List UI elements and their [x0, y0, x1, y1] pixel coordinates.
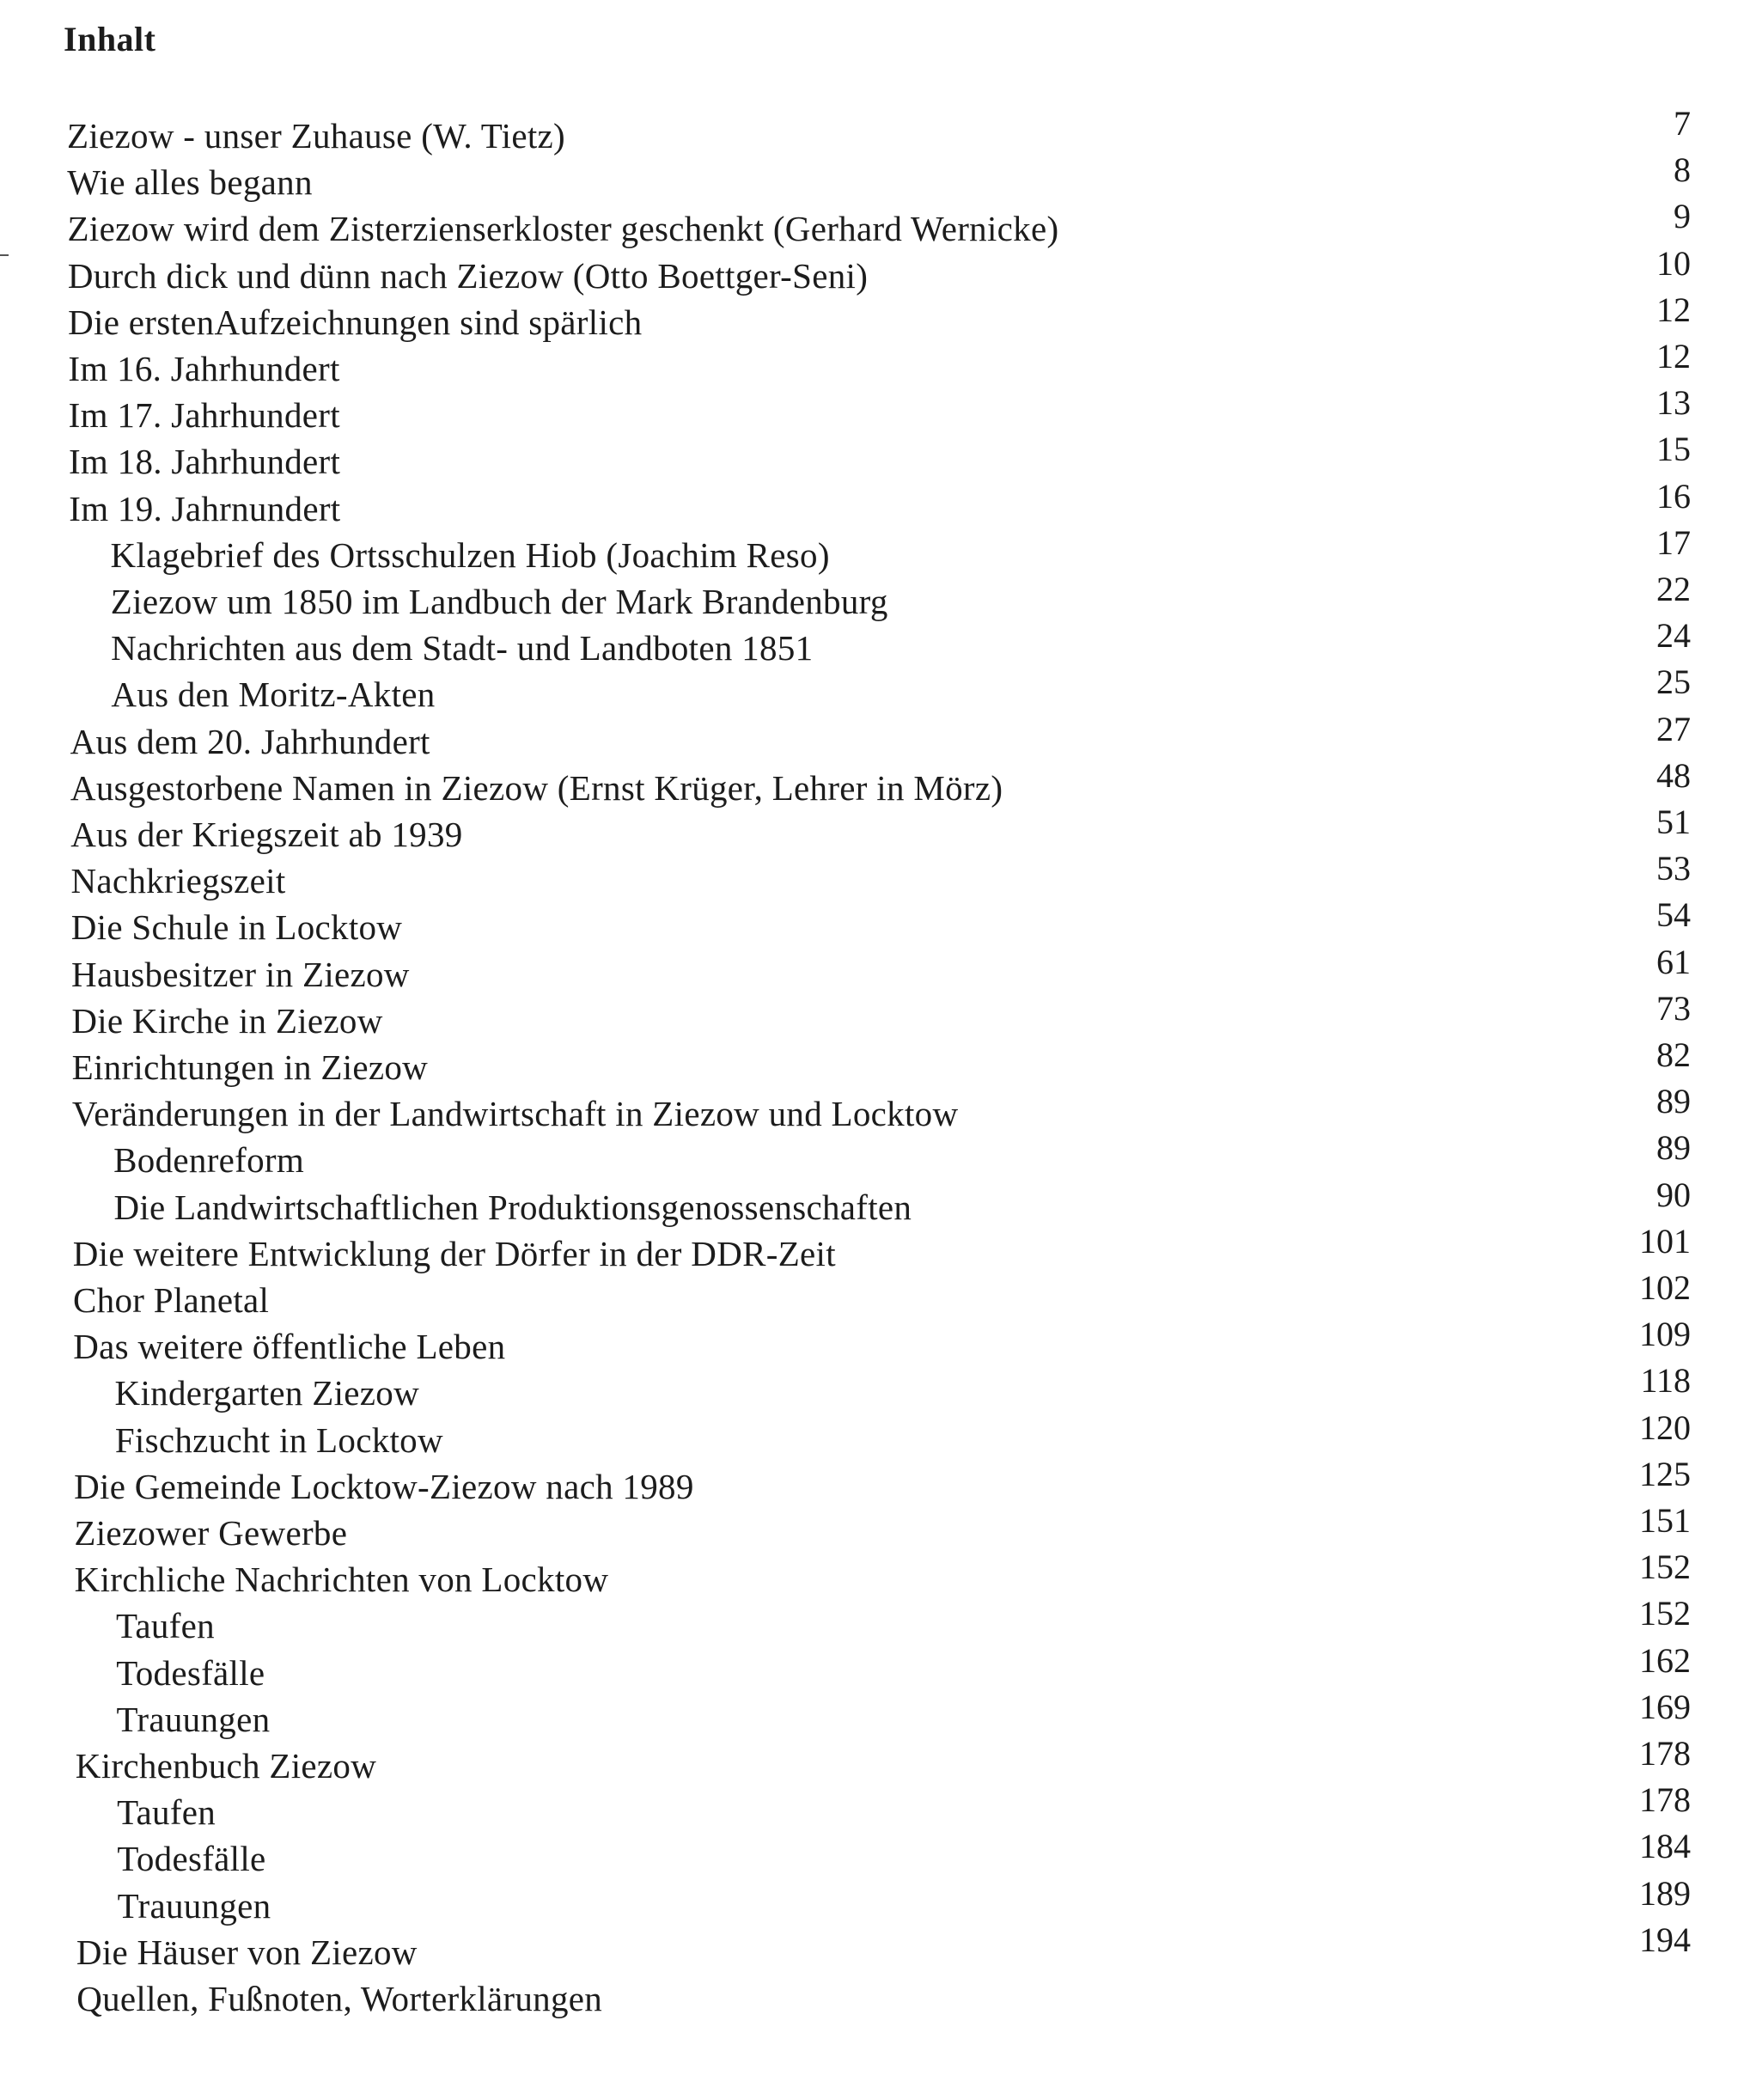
toc-entry-title: Einrichtungen in Ziezow — [71, 1047, 429, 1087]
toc-entry — [0, 802, 1744, 854]
toc-entry-page-number: 53 — [1656, 849, 1691, 888]
toc-entry — [0, 755, 1744, 808]
toc-entry-page-number: 17 — [1656, 522, 1691, 562]
toc-entry — [0, 848, 1744, 901]
toc-entry-title: Aus dem 20. Jahrhundert — [70, 721, 430, 761]
toc-entry — [0, 1314, 1744, 1367]
toc-entry-page-number: 178 — [1639, 1780, 1691, 1820]
toc-entry — [0, 988, 1744, 1041]
toc-entry-page-number: 125 — [1639, 1454, 1691, 1493]
toc-entry-title: Die Kirche in Ziezow — [71, 1000, 383, 1041]
toc-entry — [0, 196, 1744, 249]
toc-entry-page-number: 152 — [1639, 1548, 1691, 1587]
toc-entry-page-number: 61 — [1656, 942, 1691, 981]
toc-entry-title: Aus den Moritz-Akten — [111, 675, 436, 715]
toc-entry-title: Nachrichten aus dem Stadt- und Landboten 1851 — [111, 628, 814, 668]
toc-entry-page-number: 12 — [1656, 337, 1691, 375]
toc-entry-page-number: 27 — [1656, 709, 1691, 748]
toc-entry-title: Hausbesitzer in Ziezow — [71, 954, 410, 994]
toc-entry-title: Chor Planetal — [73, 1280, 270, 1320]
toc-entry-page-number: 89 — [1656, 1128, 1691, 1168]
toc-entry-title: Die Schule in Locktow — [70, 907, 403, 948]
toc-entry — [0, 1640, 1744, 1693]
toc-entry-title: Im 16. Jahrhundert — [68, 349, 340, 388]
toc-entry — [0, 894, 1744, 948]
toc-entry-page-number: 102 — [1639, 1268, 1691, 1307]
toc-entry — [0, 1454, 1744, 1506]
toc-entry-title: Die Häuser von Ziezow — [76, 1932, 418, 1972]
toc-entry — [0, 1593, 1744, 1646]
toc-entry-page-number: 16 — [1656, 476, 1691, 516]
toc-entry-title: Taufen — [115, 1606, 215, 1646]
toc-entry — [0, 1547, 1744, 1600]
toc-entry-title: Das weitere öffentliche Leben — [73, 1327, 506, 1367]
toc-entry-title: Bodenreform — [113, 1140, 305, 1181]
toc-entry-title: Trauungen — [117, 1885, 271, 1926]
toc-entry — [0, 1733, 1744, 1786]
toc-entry-page-number: 169 — [1639, 1687, 1691, 1726]
toc-entry-title: Im 17. Jahrhundert — [68, 395, 340, 436]
toc-entry — [0, 1780, 1744, 1833]
toc-entry-page-number: 22 — [1656, 570, 1691, 608]
toc-entry — [0, 1175, 1744, 1227]
toc-entry — [0, 243, 1744, 296]
toc-entry-page-number: 54 — [1656, 895, 1691, 935]
toc-entry-page-number: 109 — [1639, 1315, 1691, 1354]
toc-entry-title: Quellen, Fußnoten, Worterklärungen — [76, 1979, 603, 2018]
toc-entry-title: Ziezower Gewerbe — [74, 1513, 348, 1553]
toc-entry — [0, 1035, 1744, 1087]
toc-entry — [0, 150, 1744, 203]
toc-entry-page-number: 90 — [1656, 1175, 1691, 1214]
toc-entry — [0, 290, 1744, 342]
toc-entry-title: Fischzucht in Locktow — [114, 1419, 443, 1460]
toc-entry-title: Kirchliche Nachrichten von Locktow — [74, 1560, 609, 1600]
toc-entry-title: Trauungen — [116, 1699, 271, 1739]
toc-entry-title: Todesfälle — [117, 1839, 266, 1879]
toc-entry — [0, 1873, 1744, 1926]
toc-entry — [0, 1920, 1744, 1972]
toc-entry-page-number: 8 — [1674, 150, 1691, 190]
toc-entry-title: Ziezow um 1850 im Landbuch der Mark Brandenburg — [110, 582, 888, 621]
toc-entry-page-number: 152 — [1639, 1594, 1691, 1633]
toc-entry-page-number: 184 — [1639, 1827, 1691, 1866]
toc-entry-title: Die weitere Entwicklung der Dörfer in der DDR-Zeit — [72, 1233, 836, 1273]
toc-entry-title: Die Landwirtschaftlichen Produktionsgenossenschaften — [113, 1187, 912, 1227]
toc-entry-page-number: 194 — [1639, 1920, 1691, 1959]
toc-entry — [0, 476, 1744, 528]
toc-entry-page-number: 120 — [1639, 1407, 1691, 1447]
toc-entry — [0, 1966, 1744, 2018]
toc-entry — [0, 429, 1744, 482]
toc-entry-title: Kirchenbuch Ziezow — [75, 1746, 377, 1786]
toc-entry — [0, 1500, 1744, 1553]
toc-entry-title: Die Gemeinde Locktow-Ziezow nach 1989 — [74, 1466, 694, 1506]
toc-entry — [0, 1360, 1744, 1413]
toc-entry-title: Kindergarten Ziezow — [114, 1373, 419, 1413]
toc-heading: Inhalt — [64, 20, 156, 58]
toc-entry-page-number: 101 — [1639, 1221, 1691, 1261]
toc-entry-title: Klagebrief des Ortsschulzen Hiob (Joachim Reso) — [110, 534, 830, 575]
toc-entry — [0, 1687, 1744, 1739]
toc-entry-page-number: 12 — [1656, 290, 1691, 329]
toc-entry-page-number: 178 — [1639, 1734, 1691, 1773]
toc-entry-title: Wie alles begann — [67, 162, 313, 203]
toc-entry — [0, 1826, 1744, 1879]
toc-entry — [0, 942, 1744, 994]
toc-entry-title: Taufen — [117, 1792, 216, 1833]
toc-entry-title: Im 19. Jahrnundert — [69, 488, 341, 528]
toc-entry — [0, 1127, 1744, 1181]
toc-entry — [0, 1081, 1744, 1134]
toc-entry-page-number: 15 — [1656, 430, 1691, 469]
toc-entry-page-number: 118 — [1640, 1361, 1691, 1401]
toc-entry-title: Aus der Kriegszeit ab 1939 — [70, 815, 463, 854]
toc-entry-page-number: 51 — [1656, 803, 1691, 841]
toc-entry — [0, 662, 1744, 715]
toc-entry — [0, 336, 1744, 388]
toc-entry-title: Durch dick und dünn nach Ziezow (Otto Boettger-Seni) — [67, 255, 869, 296]
toc-entry-title: Todesfälle — [116, 1652, 265, 1693]
toc-entry-page-number: 7 — [1674, 104, 1691, 143]
toc-entry-title: Ausgestorbene Namen in Ziezow (Ernst Krüger, Lehrer in Mörz) — [70, 767, 1003, 808]
toc-entry-page-number: 48 — [1656, 755, 1691, 795]
toc-entry — [0, 1221, 1744, 1273]
toc-entry-page-number: 89 — [1656, 1082, 1691, 1121]
toc-entry — [0, 615, 1744, 668]
toc-entry-title: Nachkriegszeit — [70, 861, 286, 901]
toc-entry-page-number: 10 — [1656, 243, 1691, 283]
toc-entry — [0, 382, 1744, 436]
toc-entry — [0, 709, 1744, 761]
toc-entry-title: Ziezow wird dem Zisterzienserkloster geschenkt (Gerhard Wernicke) — [67, 209, 1059, 249]
toc-entry — [0, 1267, 1744, 1320]
toc-entry — [0, 103, 1744, 156]
toc-entry-page-number: 82 — [1656, 1035, 1691, 1074]
toc-entry-page-number: 25 — [1656, 662, 1691, 702]
toc-entry-page-number: 13 — [1656, 383, 1691, 423]
toc-entry-page-number: 189 — [1639, 1873, 1691, 1913]
toc-entry — [0, 522, 1744, 575]
toc-entry — [0, 1407, 1744, 1460]
toc-entry-title: Die erstenAufzeichnungen sind spärlich — [68, 302, 643, 342]
toc-entry-title: Veränderungen in der Landwirtschaft in Ziezow und Locktow — [71, 1094, 959, 1134]
toc-entry-page-number: 73 — [1656, 988, 1691, 1028]
toc-entry-page-number: 24 — [1656, 616, 1691, 656]
toc-entry-title: Ziezow - unser Zuhause (W. Tietz) — [67, 116, 565, 156]
toc-entry-title: Im 18. Jahrhundert — [68, 442, 341, 482]
toc-entry-page-number: 9 — [1674, 197, 1691, 236]
toc-entry-page-number: 151 — [1639, 1501, 1691, 1540]
toc-entry — [0, 569, 1744, 621]
toc-entry-page-number: 162 — [1639, 1640, 1691, 1680]
